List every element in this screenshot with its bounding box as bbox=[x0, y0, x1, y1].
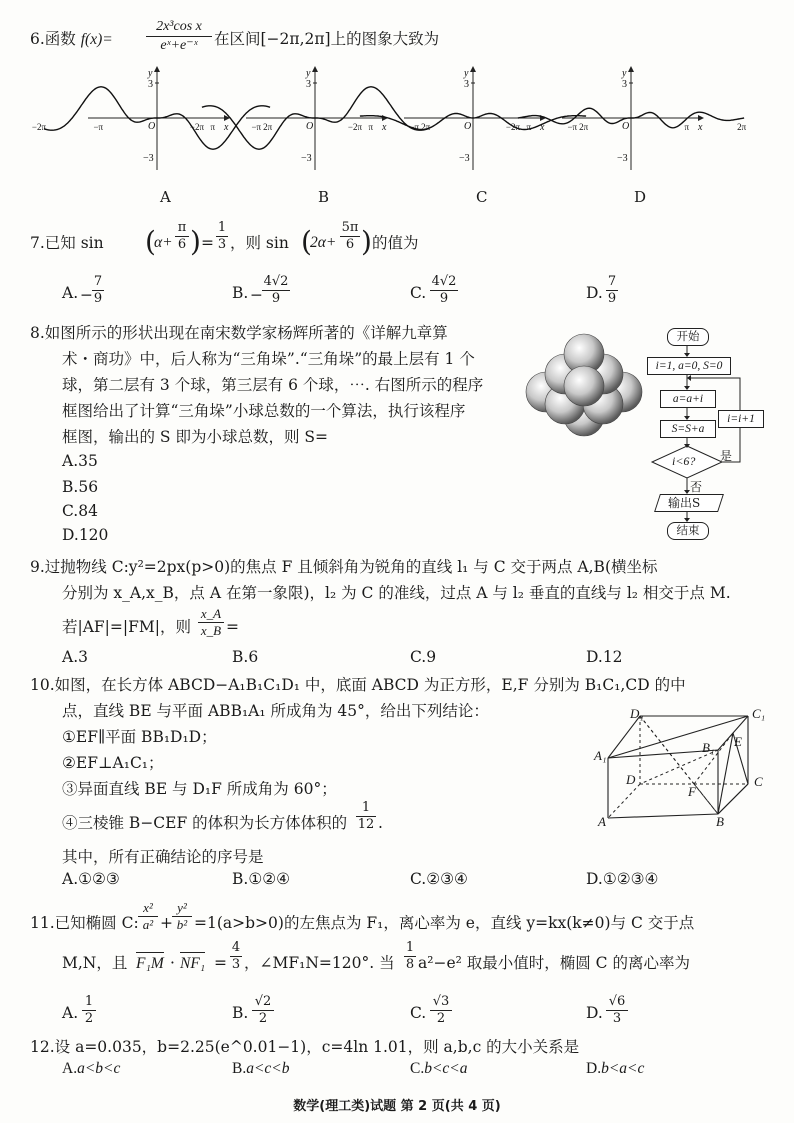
y-axis-label: y bbox=[464, 68, 469, 79]
x-tick-neg-2pi: −2π bbox=[189, 122, 205, 132]
q12-option-b[interactable] bbox=[232, 1060, 290, 1078]
q6-graph-label-a: A bbox=[160, 188, 171, 206]
q9-option-b-label: B. bbox=[232, 648, 249, 666]
q6-number: 6. bbox=[30, 30, 45, 48]
q11-four: 4 bbox=[231, 940, 241, 955]
q11-plus: + bbox=[160, 914, 173, 932]
q11-option-c-label: C. bbox=[410, 1004, 427, 1022]
q11-line-1-tail: =1(a>b>0)的左焦点为 F₁，离心率为 e，直线 y=kx(k≠0)与 C 交于点 bbox=[194, 914, 695, 932]
label-c1: C₁ bbox=[752, 706, 766, 721]
y-axis-label: y bbox=[148, 68, 153, 79]
q7-number: 7. bbox=[30, 234, 45, 252]
q11-vector-f1m: F₁M bbox=[136, 952, 164, 975]
q11-a2: a² bbox=[142, 917, 154, 932]
q11-line-1-lead bbox=[30, 912, 139, 934]
q11-lead: 已知椭圆 C: bbox=[54, 914, 139, 932]
q8-option-d-value: 120 bbox=[78, 526, 109, 544]
flow-init: i=1, a=0, S=0 bbox=[647, 357, 731, 375]
q7-one-third bbox=[216, 220, 228, 253]
q9-line-1 bbox=[30, 556, 658, 578]
q10-question: 其中，所有正确结论的序号是 bbox=[62, 848, 264, 866]
q8-line-0 bbox=[30, 322, 448, 344]
q7-opt-b-frac: 4√2 9 bbox=[263, 274, 289, 306]
q7-tail: 的值为 bbox=[372, 234, 419, 252]
q11-y2-frac bbox=[172, 900, 192, 933]
q7-fivepi: 5π bbox=[341, 220, 359, 235]
q7-pi: π bbox=[175, 220, 189, 237]
q7-one: 1 bbox=[217, 220, 227, 235]
q10-option-a[interactable] bbox=[62, 870, 120, 888]
q12-option-a-value: a<b<c bbox=[77, 1060, 121, 1077]
q7-arg1: α+ bbox=[154, 234, 173, 251]
q7-option-b-label: B. bbox=[232, 284, 249, 302]
flow-step-a: a=a+i bbox=[660, 390, 716, 408]
x-tick-neg-pi: −π bbox=[409, 122, 420, 132]
q11-option-a[interactable] bbox=[62, 1004, 78, 1022]
q12-option-a[interactable] bbox=[62, 1060, 120, 1078]
label-a1: A₁ bbox=[594, 748, 607, 763]
q6-tail: 在区间[−2π,2π]上的图象大致为 bbox=[214, 30, 440, 48]
y-axis-label: y bbox=[622, 68, 627, 79]
q10-c4-tail: . bbox=[378, 814, 383, 832]
q11-opt-d-frac bbox=[606, 994, 628, 1027]
q9-option-c-value: 9 bbox=[426, 648, 437, 666]
ball bbox=[564, 366, 604, 406]
q8-option-b[interactable] bbox=[62, 478, 98, 496]
x-axis-label: x bbox=[540, 122, 545, 133]
x-tick-pi: π bbox=[210, 122, 216, 132]
q6-lead: 函数 bbox=[44, 30, 76, 48]
label-f: F bbox=[688, 784, 696, 799]
q7-fivepi-frac bbox=[340, 220, 360, 253]
q11-number: 11. bbox=[30, 914, 55, 932]
q11-opt-b-num: √2 bbox=[252, 994, 274, 1011]
q7-six: 6 bbox=[177, 237, 187, 252]
q12-option-d-value: b<a<c bbox=[601, 1060, 645, 1077]
q9-ratio-den: x_B bbox=[200, 623, 222, 638]
x-tick-pi: π bbox=[526, 122, 532, 132]
q12-option-c-value: b<c<a bbox=[424, 1060, 468, 1077]
q7-opt-a-val: − bbox=[80, 286, 93, 304]
q8-option-a-value: 35 bbox=[78, 452, 98, 470]
q11-option-d[interactable] bbox=[586, 1004, 603, 1022]
q8-option-a-label: A. bbox=[62, 452, 79, 470]
q11-b2: b² bbox=[176, 917, 188, 932]
q10-option-a-label: A. bbox=[62, 870, 79, 888]
q6-fraction bbox=[146, 18, 212, 55]
q11-dot: · bbox=[170, 954, 175, 972]
x-tick-2pi: 2π bbox=[263, 122, 273, 132]
q10-option-a-value: ①②③ bbox=[78, 870, 120, 888]
y-axis-label: y bbox=[306, 68, 311, 79]
q7-option-a[interactable] bbox=[62, 284, 78, 302]
q12-option-b-value: a<c<b bbox=[246, 1060, 290, 1077]
q11-four-thirds bbox=[230, 940, 242, 973]
q8-number: 8. bbox=[30, 324, 45, 342]
q7-paren2-close: ) bbox=[361, 225, 372, 258]
origin-label: O bbox=[622, 121, 630, 132]
q9-option-b-value: 6 bbox=[248, 648, 259, 666]
q8-line-4: 框图，输出的 S 即为小球总数，则 S= bbox=[62, 428, 329, 446]
x-tick-neg-pi: −π bbox=[93, 122, 104, 132]
q6-numerator: 2x³cos x bbox=[146, 18, 212, 37]
x-tick-neg-2pi: −2π bbox=[347, 122, 363, 132]
flow-no: 否 bbox=[690, 480, 703, 494]
q9-option-a-value: 3 bbox=[78, 648, 88, 666]
q8-option-c[interactable] bbox=[62, 502, 98, 520]
q10-option-b-label: B. bbox=[232, 870, 249, 888]
q10-conclusion-2: ②EF⊥A₁C₁； bbox=[62, 754, 164, 772]
flow-condition: i<6? bbox=[672, 454, 696, 468]
q7-paren-close: ) bbox=[190, 225, 201, 258]
cuboid-figure bbox=[594, 706, 774, 832]
q11-opt-a-den: 2 bbox=[84, 1011, 94, 1026]
q7-opt-b-val: − bbox=[250, 286, 263, 304]
q7-stem-left bbox=[30, 232, 104, 254]
q10-conclusion-4: ④三棱锥 B−CEF 的体积为长方体体积的 bbox=[62, 814, 348, 832]
label-b: B bbox=[716, 814, 724, 829]
q7-eq: = bbox=[201, 234, 214, 252]
q11-x2: x² bbox=[138, 900, 158, 917]
y-max-label: 3 bbox=[306, 79, 311, 90]
q11-x2-frac bbox=[138, 900, 158, 933]
q11-option-b[interactable] bbox=[232, 1004, 248, 1022]
y-max-label: 3 bbox=[148, 79, 153, 90]
q10-number: 10. bbox=[30, 676, 55, 694]
flow-step-s: S=S+a bbox=[660, 420, 716, 438]
q8-option-d-label: D. bbox=[62, 526, 79, 544]
q7-option-b[interactable] bbox=[232, 284, 248, 302]
q11-opt-a-frac bbox=[82, 994, 96, 1027]
x-tick-neg-pi: −π bbox=[251, 122, 262, 132]
q10-line-1 bbox=[30, 674, 686, 696]
x-tick-neg-2pi: −2π bbox=[505, 122, 521, 132]
y-min-label: −3 bbox=[301, 153, 312, 164]
q11-option-c[interactable] bbox=[410, 1004, 426, 1022]
q9-number: 9. bbox=[30, 558, 45, 576]
q10-option-c-label: C. bbox=[410, 870, 427, 888]
origin-label: O bbox=[306, 121, 314, 132]
x-tick-2pi: 2π bbox=[579, 122, 589, 132]
q11-eq: = bbox=[214, 954, 227, 972]
origin-label: O bbox=[148, 121, 156, 132]
q11-three: 3 bbox=[231, 957, 241, 972]
q9-option-a-label: A. bbox=[62, 648, 79, 666]
q12-stem bbox=[30, 1036, 579, 1058]
q11-line-2-lead: M,N，且 bbox=[62, 954, 128, 972]
q10-c4-frac bbox=[356, 800, 376, 833]
q6-graph-label-b: B bbox=[318, 188, 330, 206]
q6-denominator: eˣ+e⁻ˣ bbox=[160, 38, 198, 53]
q9-option-d-label: D. bbox=[586, 648, 603, 666]
y-min-label: −3 bbox=[617, 153, 628, 164]
q9-ratio-num: x_A bbox=[198, 606, 224, 623]
y-min-label: −3 bbox=[459, 153, 470, 164]
q7-option-c[interactable] bbox=[410, 284, 426, 302]
q11-opt-d-den: 3 bbox=[612, 1011, 622, 1026]
q7-three: 3 bbox=[217, 237, 227, 252]
q12-text: 设 a=0.035，b=2.25(e^0.01−1)，c=4ln 1.01，则 a,b,c 的大小关系是 bbox=[54, 1038, 580, 1056]
q10-c4-den: 12 bbox=[357, 817, 375, 832]
q10-option-b[interactable] bbox=[232, 870, 290, 888]
x-axis-label: x bbox=[698, 122, 703, 133]
x-tick-2pi: 2π bbox=[421, 122, 431, 132]
q12-option-d-label: D. bbox=[586, 1060, 602, 1077]
q7-arg2: 2α+ bbox=[310, 234, 337, 251]
q7-paren2-open: ( bbox=[301, 225, 312, 258]
flow-output: 输出S bbox=[668, 496, 701, 510]
triangular-pile-balls-image bbox=[524, 332, 644, 437]
q9-option-c-label: C. bbox=[410, 648, 427, 666]
q7-six2: 6 bbox=[345, 237, 355, 252]
q10-option-c-value: ②③④ bbox=[426, 870, 468, 888]
q11-opt-b-den: 2 bbox=[258, 1011, 268, 1026]
q11-opt-a-num: 1 bbox=[82, 994, 96, 1011]
q11-opt-c-frac bbox=[430, 994, 452, 1027]
q7-lead: 已知 sin bbox=[44, 234, 104, 252]
flow-start: 开始 bbox=[667, 328, 709, 346]
q8-option-d[interactable] bbox=[62, 526, 108, 544]
y-axis-arrow bbox=[154, 66, 160, 72]
q11-option-d-label: D. bbox=[586, 1004, 603, 1022]
y-max-label: 3 bbox=[622, 79, 627, 90]
q9-ratio bbox=[198, 606, 224, 639]
q11-option-a-label: A. bbox=[62, 1004, 79, 1022]
q10-option-c[interactable] bbox=[410, 870, 468, 888]
q7-option-c-label: C. bbox=[410, 284, 427, 302]
label-d1: D₁ bbox=[630, 706, 644, 721]
q7-opt-c-frac: 4√2 9 bbox=[431, 274, 457, 306]
q10-conclusion-1: ①EF∥平面 BB₁D₁D； bbox=[62, 728, 217, 746]
label-d: D bbox=[626, 772, 636, 787]
q11-one-eighth bbox=[404, 940, 416, 973]
label-c: C bbox=[754, 774, 763, 789]
flow-end: 结束 bbox=[667, 522, 709, 540]
q6-graph-label-c: C bbox=[476, 188, 488, 206]
x-axis-label: x bbox=[382, 122, 387, 133]
q10-conclusion-3: ③异面直线 BE 与 D₁F 所成角为 60°； bbox=[62, 780, 337, 798]
q9-text-1: 过抛物线 C:y²=2px(p>0)的焦点 F 且倾斜角为锐角的直线 l₁ 与 C 交于两点 A,B(横坐标 bbox=[44, 558, 658, 576]
q11-vector-nf1: NF₁ bbox=[180, 952, 205, 975]
flow-inc: i=i+1 bbox=[718, 410, 764, 428]
q8-line-3: 框图给出了计算“三角垛”小球总数的一个算法，执行该程序 bbox=[62, 402, 466, 420]
q9-option-b[interactable] bbox=[232, 648, 258, 666]
q12-option-d[interactable] bbox=[586, 1060, 644, 1078]
q11-opt-c-num: √3 bbox=[430, 994, 452, 1011]
q11-opt-c-den: 2 bbox=[436, 1011, 446, 1026]
y-min-label: −3 bbox=[143, 153, 154, 164]
y-axis-arrow bbox=[470, 66, 476, 72]
q7-option-d-label: D. bbox=[586, 284, 603, 302]
y-axis-arrow bbox=[628, 66, 634, 72]
q8-option-c-label: C. bbox=[62, 502, 79, 520]
q11-option-b-label: B. bbox=[232, 1004, 249, 1022]
q6-graph-label-d: D bbox=[634, 188, 647, 206]
q12-option-a-label: A. bbox=[62, 1060, 78, 1077]
q10-text-1: 如图，在长方体 ABCD−A₁B₁C₁D₁ 中，底面 ABCD 为正方形，E,F 分别为 B₁C₁,CD 的中 bbox=[54, 676, 686, 694]
q10-option-b-value: ①②④ bbox=[248, 870, 291, 888]
flow-yes: 是 bbox=[720, 449, 733, 463]
q8-option-c-value: 84 bbox=[78, 502, 98, 520]
q12-option-c[interactable] bbox=[410, 1060, 468, 1078]
q11-opt-b-frac bbox=[252, 994, 274, 1027]
x-tick-pi: π bbox=[684, 122, 690, 132]
x-tick-2pi: 2π bbox=[737, 122, 747, 132]
q7-mid: ，则 sin bbox=[230, 234, 289, 252]
q8-option-b-label: B. bbox=[62, 478, 79, 496]
q9-line-3: 若|AF|=|FM|，则 bbox=[62, 618, 191, 636]
q10-option-d-label: D. bbox=[586, 870, 603, 888]
origin-label: O bbox=[464, 121, 472, 132]
q12-number: 12. bbox=[30, 1038, 55, 1056]
q8-line-1: 术・商功》中，后人称为“三角垛”.“三角垛”的最上层有 1 个 bbox=[62, 350, 475, 368]
y-max-label: 3 bbox=[464, 79, 469, 90]
x-tick-neg-pi: −π bbox=[567, 122, 578, 132]
q6-graphs bbox=[31, 64, 747, 184]
q11-line-2-tail: a²−e² 取最小值时，椭圆 C 的离心率为 bbox=[418, 954, 690, 972]
q8-text-0: 如图所示的形状出现在南宋数学家杨辉所著的《详解九章算 bbox=[44, 324, 448, 342]
q9-line-3-tail: = bbox=[226, 618, 239, 636]
q10-line-2: 点，直线 BE 与平面 ABB₁A₁ 所成角为 45°，给出下列结论： bbox=[62, 702, 489, 720]
label-b1: B₁ bbox=[702, 740, 715, 755]
x-tick-pi: π bbox=[368, 122, 374, 132]
q10-c4-num: 1 bbox=[356, 800, 376, 817]
q8-option-a[interactable] bbox=[62, 452, 98, 470]
q11-line-2-mid: ，∠MF₁N=120°. 当 bbox=[244, 954, 395, 972]
page-footer: 数学(理工类)试题 第 2 页(共 4 页) bbox=[293, 1099, 501, 1114]
q11-eight: 8 bbox=[405, 957, 415, 972]
q11-opt-d-num: √6 bbox=[606, 994, 628, 1011]
label-a: A bbox=[598, 814, 606, 829]
x-tick-neg-2pi: −2π bbox=[31, 122, 47, 132]
q7-opt-a-frac: 7 9 bbox=[93, 274, 103, 306]
graph-a bbox=[32, 66, 273, 170]
q9-option-a[interactable] bbox=[62, 648, 88, 666]
q9-option-d[interactable] bbox=[586, 648, 623, 666]
q7-option-d[interactable] bbox=[586, 284, 603, 302]
q9-option-c[interactable] bbox=[410, 648, 436, 666]
q9-line-2: 分别为 x_A,x_B，点 A 在第一象限)，l₂ 为 C 的准线，过点 A 与 l₂ 垂直的直线与 l₂ 相交于点 M. bbox=[62, 584, 731, 602]
q7-option-a-label: A. bbox=[62, 284, 79, 302]
q6-fx: f(x)= bbox=[80, 31, 113, 48]
q7-pi-frac bbox=[175, 220, 189, 253]
x-axis-arrow bbox=[698, 115, 704, 121]
q8-option-b-value: 56 bbox=[78, 478, 99, 496]
q6-stem bbox=[30, 28, 113, 51]
q9-option-d-value: 12 bbox=[602, 648, 623, 666]
q10-option-d-value: ①②③④ bbox=[602, 870, 659, 888]
x-axis-label: x bbox=[224, 122, 229, 133]
y-axis-arrow bbox=[312, 66, 318, 72]
q12-option-c-label: C. bbox=[410, 1060, 425, 1077]
q8-line-2: 球，第二层有 3 个球，第三层有 6 个球，⋯. 右图所示的程序 bbox=[62, 376, 484, 394]
label-e: E bbox=[734, 734, 742, 749]
q11-one: 1 bbox=[405, 940, 415, 955]
q10-option-d[interactable] bbox=[586, 870, 658, 888]
q7-opt-d-frac: 7 9 bbox=[607, 274, 617, 306]
q12-option-b-label: B. bbox=[232, 1060, 247, 1077]
q7-paren-open: ( bbox=[145, 225, 156, 258]
q11-y2: y² bbox=[172, 900, 192, 917]
